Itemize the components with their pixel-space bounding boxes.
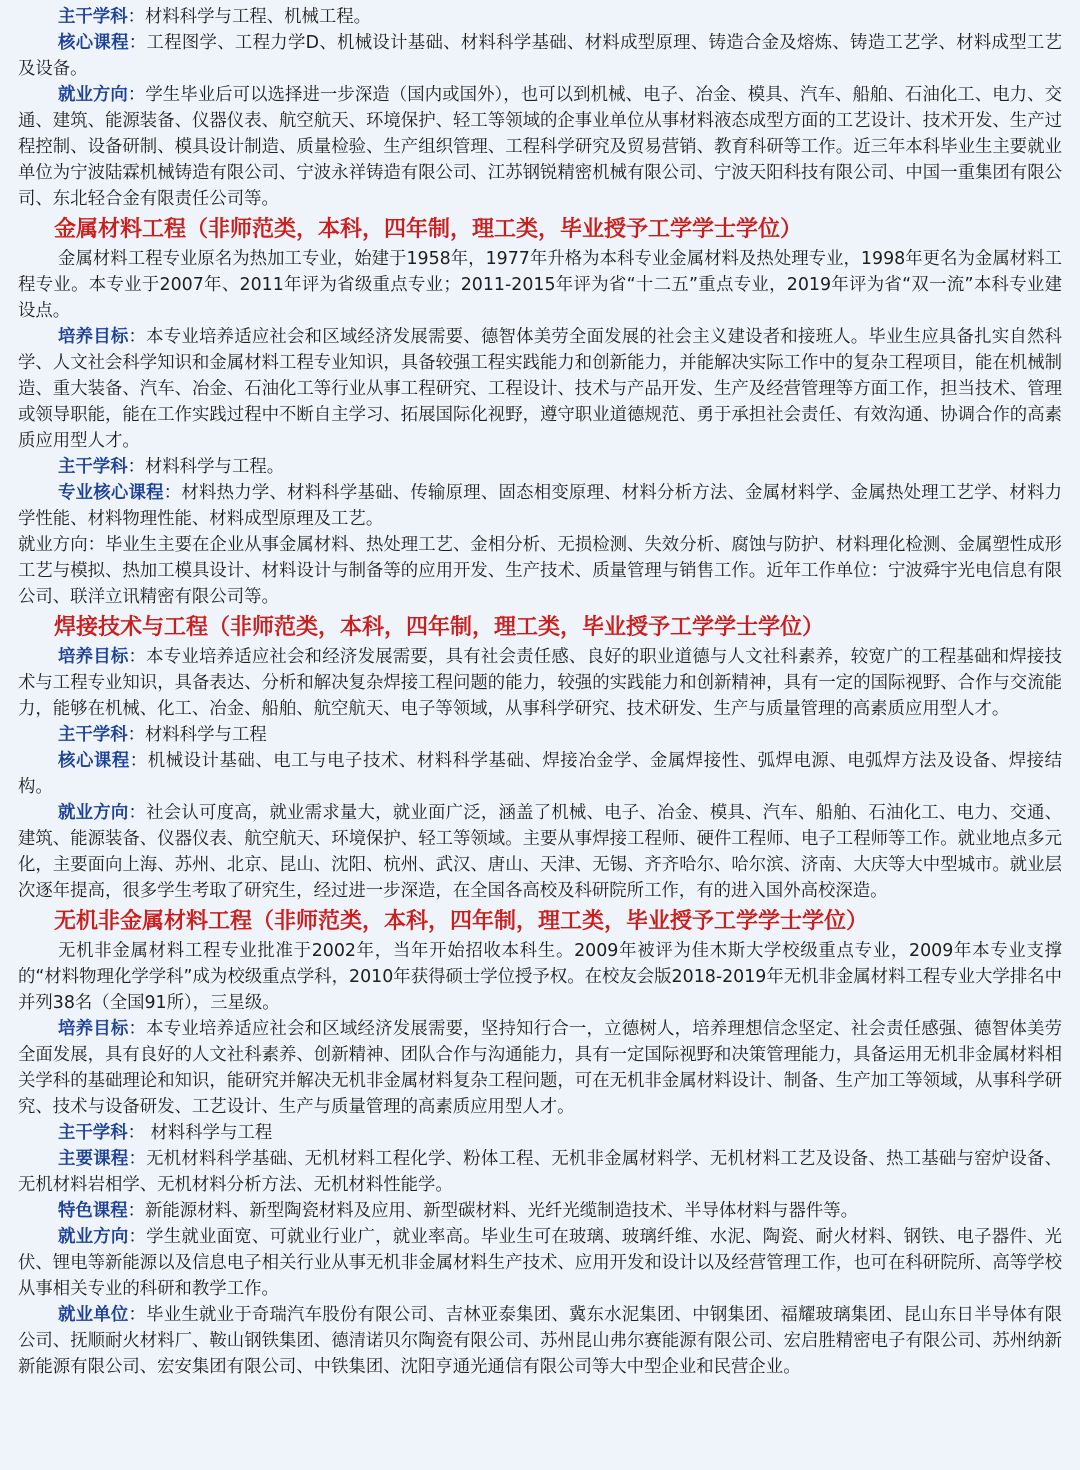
inorganic-feature xyxy=(18,1198,1062,1224)
label-welding-goal: 培养目标 xyxy=(58,647,129,667)
inorganic-units xyxy=(18,1302,1062,1380)
value-inorganic-feature: ：新能源材料、新型陶瓷材料及应用、新型碳材料、光纤光缆制造技术、半导体材料与器件等。 xyxy=(127,1201,859,1221)
value-metal-subject: ：材料科学与工程。 xyxy=(127,457,285,477)
label-main-subject: 主干学科 xyxy=(58,7,128,27)
value-inorganic-goal: ：本专业培养适应社会和区域经济发展需要，坚持知行合一，立德树人，培养理想信念坚定、社会责任感强、德智体美劳全面发展，具有良好的人文社科素养、创新精神、团队合作与沟通能力，具有一定国际视野和决策管理能力，具备运用无机非金属材料相关学科的基础理论和知识，能研究并解决无机非金属材料复杂工程问题，可在无机非金属材料设计、制备、生产加工等领域，从事科学研究、技术与设备研发、工艺设计、生产与质量管理的高素质应用型人才。 xyxy=(18,1019,1062,1117)
label-welding-employment: 就业方向 xyxy=(58,803,129,823)
value-employment: ：学生毕业后可以选择进一步深造（国内或国外），也可以到机械、电子、冶金、模具、汽车、船舶、石油化工、电力、交通、建筑、能源装备、仪器仪表、航空航天、环境保护、轻工等领域的企事业单位从事材料液态成型方面的工艺设计、技术开发、生产过程控制、设备研制、模具设计制造、质量检验、生产组织管理、工程科学研究及贸易营销、教育科研等工作。近三年本科毕业生主要就业单位为宁波陆霖机械铸造有限公司、宁波永祥铸造有限公司、江苏钢锐精密机械有限公司、宁波天阳科技有限公司、中国一重集团有限公司、东北轻合金有限责任公司等。 xyxy=(18,85,1062,209)
label-metal-subject: 主干学科 xyxy=(58,457,128,477)
welding-core xyxy=(18,748,1062,800)
metal-goal xyxy=(18,324,1062,454)
value-inorganic-subject: ： 材料科学与工程 xyxy=(127,1123,273,1143)
inorganic-intro: 无机非金属材料工程专业批准于2002年，当年开始招收本科生。2009年被评为佳木斯大学校级重点专业，2009年本专业支撑的“材料物理化学学科”成为校级重点学科，2010年获得硕士学位授予权。在校友会版2018-2019年无机非金属材料工程专业大学排名中并列38名（全国91所），三星级。 xyxy=(18,941,1062,1013)
value-inorganic-units: ：毕业生就业于奇瑞汽车股份有限公司、吉林亚泰集团、冀东水泥集团、中钢集团、福耀玻璃集团、昆山东日半导体有限公司、抚顺耐火材料厂、鞍山钢铁集团、德清诺贝尔陶瓷有限公司、苏州昆山弗尔赛能源有限公司、宏启胜精密电子有限公司、苏州纳新新能源有限公司、宏安集团有限公司、中铁集团、沈阳亨通光通信有限公司等大中型企业和民营企业。 xyxy=(18,1305,1062,1377)
label-metal-core: 专业核心课程 xyxy=(58,483,164,503)
heading-inorganic: 无机非金属材料工程（非师范类，本科，四年制，理工类，毕业授予工学学士学位） xyxy=(54,909,869,934)
label-inorganic-core: 主要课程 xyxy=(58,1149,129,1169)
label-inorganic-goal: 培养目标 xyxy=(58,1019,129,1039)
welding-goal xyxy=(18,644,1062,722)
label-inorganic-employment: 就业方向 xyxy=(58,1227,129,1247)
value-welding-employment: ：社会认可度高，就业需求量大，就业面广泛，涵盖了机械、电子、冶金、模具、汽车、船舶、石油化工、电力、交通、建筑、能源装备、仪器仪表、航空航天、环境保护、轻工等领域。主要从事焊接工程师、硬件工程师、电子工程师等工作。就业地点多元化，主要面向上海、苏州、北京、昆山、沈阳、杭州、武汉、唐山、天津、无锡、齐齐哈尔、哈尔滨、济南、大庆等大中型城市。就业层次逐年提高，很多学生考取了研究生，经过进一步深造，在全国各高校及科研院所工作，有的进入国外高校深造。 xyxy=(18,803,1062,901)
intro-employment xyxy=(18,82,1062,212)
label-inorganic-feature: 特色课程 xyxy=(58,1201,128,1221)
label-inorganic-subject: 主干学科 xyxy=(58,1123,128,1143)
inorganic-subject xyxy=(18,1120,1062,1146)
metal-intro: 金属材料工程专业原名为热加工专业，始建于1958年，1977年升格为本科专业金属材料及热处理专业，1998年更名为金属材料工程专业。本专业于2007年、2011年评为省级重点专业；2011-2015年评为省“十二五”重点专业，2019年评为省“双一流”本科专业建设点。 xyxy=(18,249,1062,321)
label-welding-core: 核心课程 xyxy=(58,751,130,771)
heading-metal-materials: 金属材料工程（非师范类，本科，四年制，理工类，毕业授予工学学士学位） xyxy=(54,217,803,242)
heading-welding: 焊接技术与工程（非师范类，本科，四年制，理工类，毕业授予工学学士学位） xyxy=(54,615,825,640)
value-inorganic-core: ：无机材料科学基础、无机材料工程化学、粉体工程、无机非金属材料学、无机材料工艺及设备、热工基础与窑炉设备、无机材料岩相学、无机材料分析方法、无机材料性能学。 xyxy=(18,1149,1062,1195)
metal-employment: 就业方向：毕业生主要在企业从事金属材料、热处理工艺、金相分析、无损检测、失效分析、腐蚀与防护、材料理化检测、金属塑性成形工艺与模拟、热加工模具设计、材料设计与制备等的应用开发、生产技术、质量管理与销售工作。近年工作单位：宁波舜宇光电信息有限公司、联洋立讯精密有限公司等。 xyxy=(18,535,1062,607)
welding-employment xyxy=(18,800,1062,904)
label-metal-goal: 培养目标 xyxy=(58,327,129,347)
label-core-courses: 核心课程 xyxy=(58,33,129,53)
metal-core xyxy=(18,480,1062,532)
value-main-subject: ：材料科学与工程、机械工程。 xyxy=(127,7,372,27)
label-employment: 就业方向 xyxy=(58,85,128,105)
value-metal-goal: ：本专业培养适应社会和区域经济发展需要、德智体美劳全面发展的社会主义建设者和接班人。毕业生应具备扎实自然科学、人文社会科学知识和金属材料工程专业知识，具备较强工程实践能力和创新能力，并能解决实际工作中的复杂工程项目，能在机械制造、重大装备、汽车、冶金、石油化工等行业从事工程研究、工程设计、技术与产品开发、生产及经营管理等方面工作，担当技术、管理或领导职能，能在工作实践过程中不断自主学习、拓展国际化视野，遵守职业道德规范、勇于承担社会责任、有效沟通、协调合作的高素质应用型人才。 xyxy=(18,327,1062,451)
value-welding-subject: ：材料科学与工程 xyxy=(127,725,267,745)
value-welding-core: ：机械设计基础、电工与电子技术、材料科学基础、焊接冶金学、金属焊接性、弧焊电源、电弧焊方法及设备、焊接结构。 xyxy=(18,751,1062,797)
value-inorganic-employment: ：学生就业面宽、可就业行业广，就业率高。毕业生可在玻璃、玻璃纤维、水泥、陶瓷、耐火材料、钢铁、电子器件、光伏、锂电等新能源以及信息电子相关行业从事无机非金属材料生产技术、应用开发和设计以及经营管理工作，也可在科研院所、高等学校从事相关专业的科研和教学工作。 xyxy=(18,1227,1062,1299)
value-core-courses: ：工程图学、工程力学D、机械设计基础、材料科学基础、材料成型原理、铸造合金及熔炼、铸造工艺学、材料成型工艺及设备。 xyxy=(18,33,1062,79)
inorganic-core xyxy=(18,1146,1062,1198)
inorganic-goal xyxy=(18,1016,1062,1120)
intro-core-courses xyxy=(18,30,1062,82)
label-welding-subject: 主干学科 xyxy=(58,725,128,745)
metal-subject xyxy=(18,454,1062,480)
label-inorganic-units: 就业单位 xyxy=(58,1305,129,1325)
value-welding-goal: ：本专业培养适应社会和经济发展需要，具有社会责任感、良好的职业道德与人文社科素养，较宽广的工程基础和焊接技术与工程专业知识，具备表达、分析和解决复杂焊接工程问题的能力，较强的实践能力和创新精神，具有一定的国际视野、合作与交流能力，能够在机械、化工、冶金、船舶、航空航天、电子等领域，从事科学研究、技术研发、生产与质量管理的高素质应用型人才。 xyxy=(18,647,1062,719)
intro-main-subject xyxy=(18,4,1062,30)
inorganic-employment xyxy=(18,1224,1062,1302)
value-metal-core: ：材料热力学、材料科学基础、传输原理、固态相变原理、材料分析方法、金属材料学、金属热处理工艺学、材料力学性能、材料物理性能、材料成型原理及工艺。 xyxy=(18,483,1062,529)
welding-subject xyxy=(18,722,1062,748)
